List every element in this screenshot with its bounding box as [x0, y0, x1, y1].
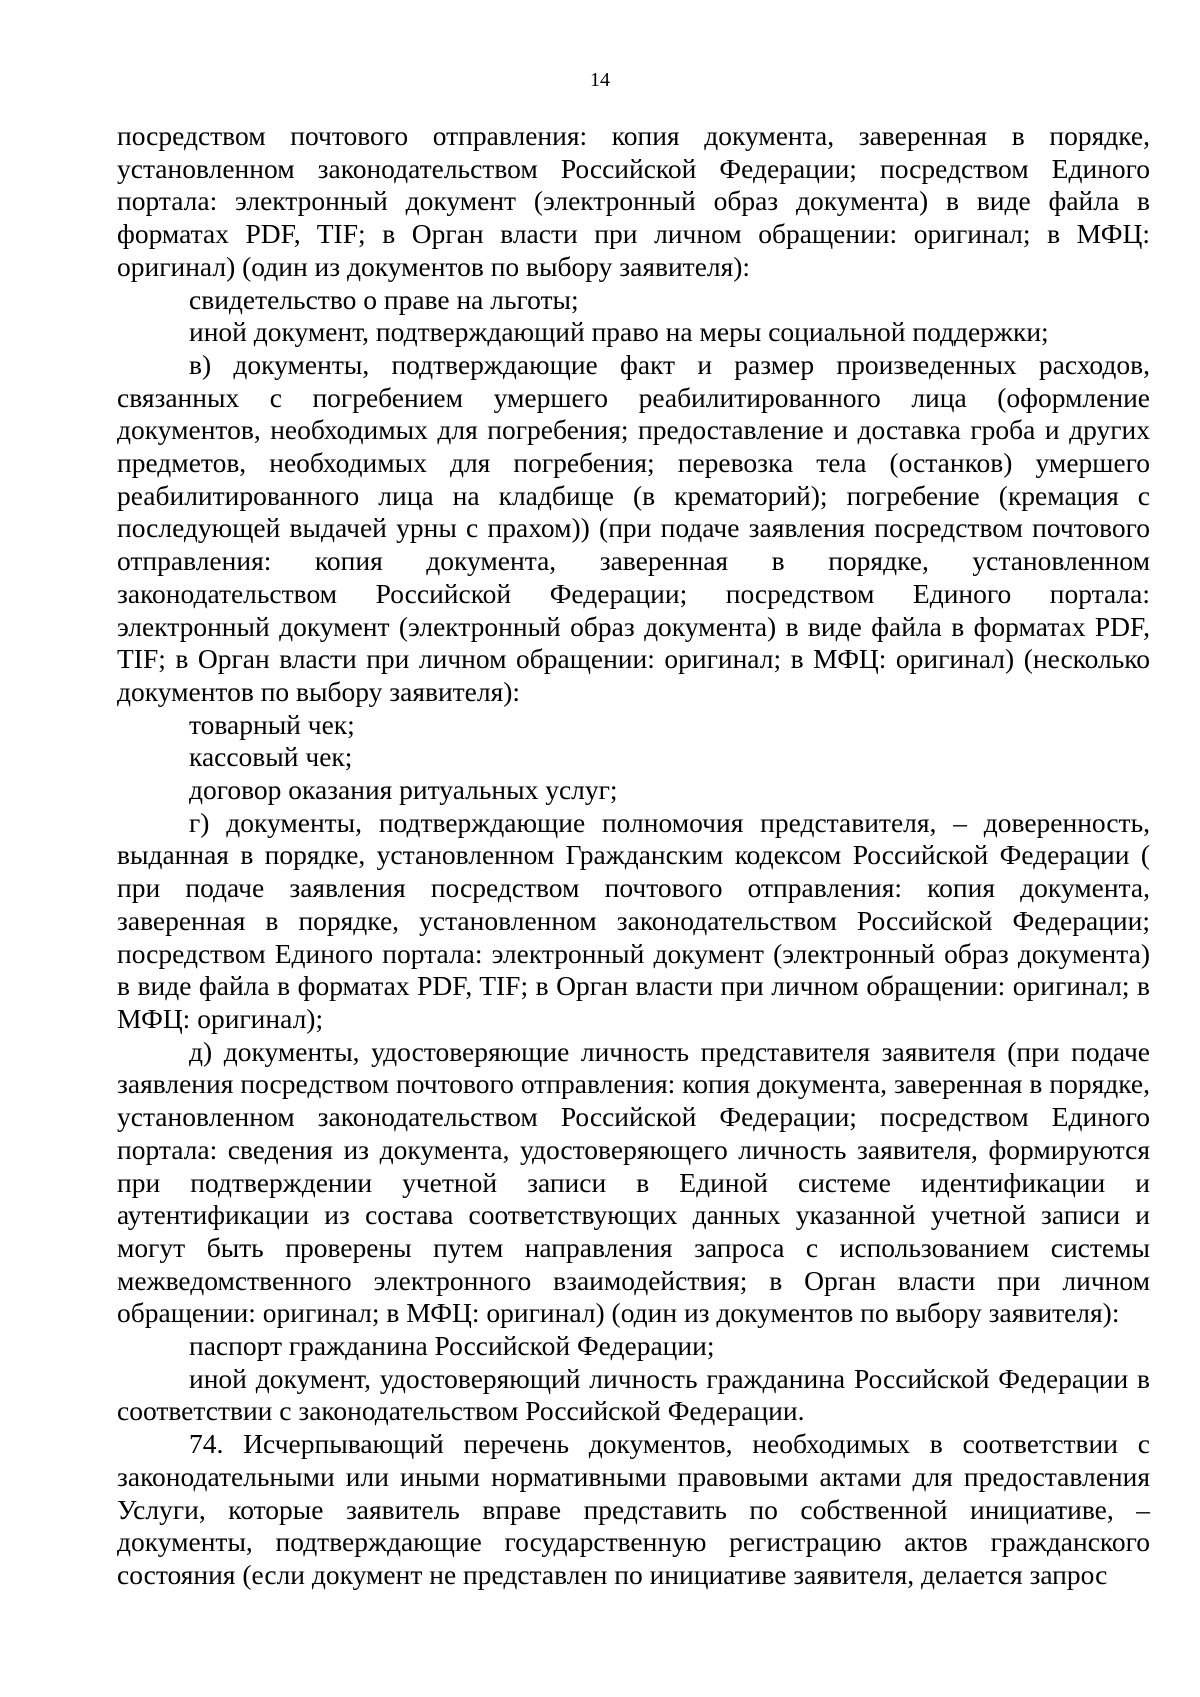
list-item-funeral-contract: договор оказания ритуальных услуг;	[189, 774, 618, 806]
paragraph-continuation: посредством почтового отправления: копия документа, заверенная в порядке, установленном законодательством Российской Федерации; посредством Единого портала: электронный документ (электронный образ документа) в виде файла в форматах PDF, TIF; в Орган власти при личном обращении: оригинал; в МФЦ: оригинал) (один из документов по выбору заявителя):	[117, 120, 1150, 282]
paragraph-item-d: д) документы, удостоверяющие личность представителя заявителя (при подаче заявления посредством почтового отправления: копия документа, заверенная в порядке, установленном законодательством Российской Федерации; посредством Единого портала: сведения из документа, удостоверяющего личность заявителя, формируются при подтверждении учетной записи в Единой системе идентификации и аутентификации из состава соответствующих данных указанной учетной записи и могут быть проверены путем направления запроса с использованием системы межведомственного электронного взаимодействия; в Орган власти при личном обращении: оригинал; в МФЦ: оригинал) (один из документов по выбору заявителя):	[117, 1035, 1150, 1329]
list-item-cash-receipt: кассовый чек;	[189, 741, 353, 773]
list-item-benefits-certificate: свидетельство о праве на льготы;	[189, 283, 579, 315]
paragraph-item-g: г) документы, подтверждающие полномочия представителя, – доверенность, выданная в порядке, установленном Гражданским кодексом Российской Федерации ( при подаче заявления посредством почтового отправления: копия документа, заверенная в порядке, установленном законодательством Российской Федерации; посредством Единого портала: электронный документ (электронный образ документа) в виде файла в форматах PDF, TIF; в Орган власти при личном обращении: оригинал; в МФЦ: оригинал);	[117, 806, 1150, 1034]
paragraph-74: 74. Исчерпывающий перечень документов, необходимых в соответствии с законодательными или иными нормативными правовыми актами для предоставления Услуги, которые заявитель вправе представить по собственной инициативе, – документы, подтверждающие государственную регистрацию актов гражданского состояния (если документ не представлен по инициативе заявителя, делается запрос	[117, 1428, 1150, 1590]
paragraph-item-v: в) документы, подтверждающие факт и размер произведенных расходов, связанных с погребением умершего реабилитированного лица (оформление документов, необходимых для погребения; предоставление и доставка гроба и других предметов, необходимых для погребения; перевозка тела (останков) умершего реабилитированного лица на кладбище (в крематорий); погребение (кремация с последующей выдачей урны с прахом)) (при подаче заявления посредством почтового отправления: копия документа, заверенная в порядке, установленном законодательством Российской Федерации; посредством Единого портала: электронный документ (электронный образ документа) в виде файла в форматах PDF, TIF; в Орган власти при личном обращении: оригинал; в МФЦ: оригинал) (несколько документов по выбору заявителя):	[117, 348, 1150, 707]
list-item-social-support-document: иной документ, подтверждающий право на меры социальной поддержки;	[189, 316, 1049, 348]
page-number: 14	[590, 69, 610, 91]
list-item-passport: паспорт гражданина Российской Федерации;	[189, 1330, 715, 1362]
list-item-sales-receipt: товарный чек;	[189, 708, 355, 740]
list-item-other-id-document: иной документ, удостоверяющий личность гражданина Российской Федерации в соответствии с законодательством Российской Федерации.	[117, 1362, 1150, 1427]
document-body	[117, 120, 1150, 1592]
